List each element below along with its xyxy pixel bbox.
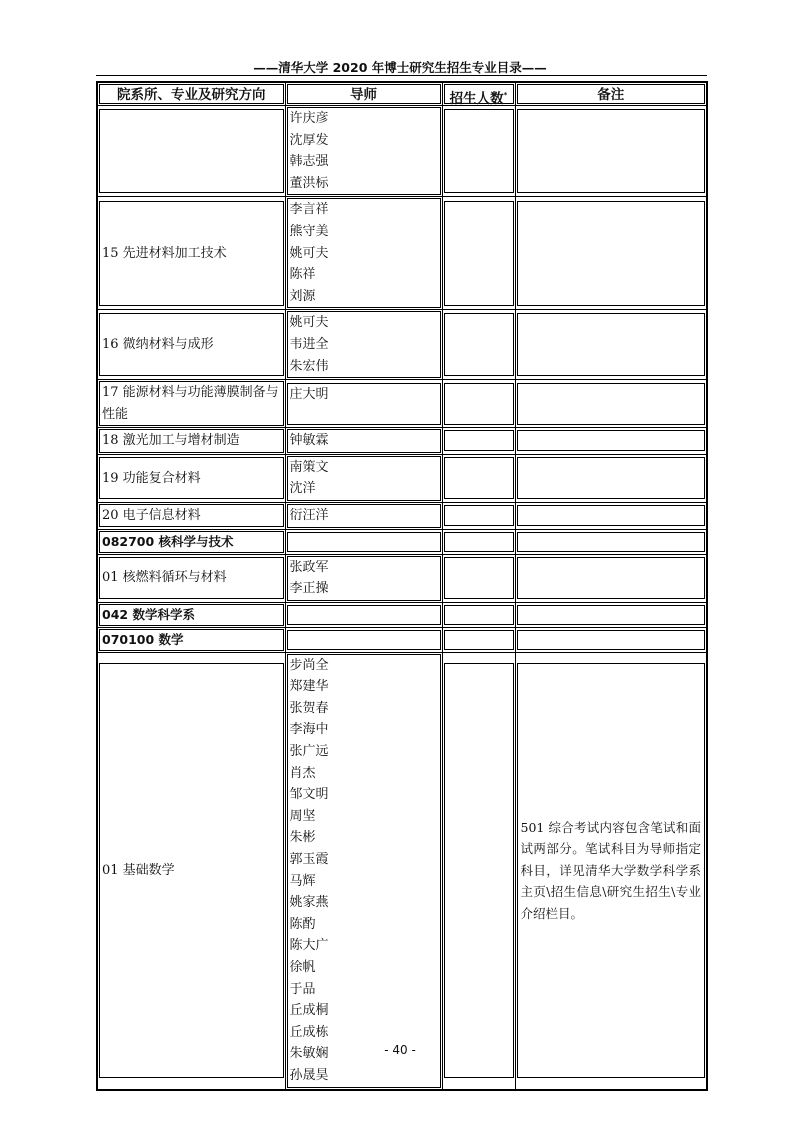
advisor-name: 马辉 [289,873,316,889]
page-number: - 40 - [384,1043,416,1057]
col-header-quota-label: 招生人数 [449,91,504,107]
program-cell [99,201,284,306]
advisor-name: 李正操 [289,581,329,597]
advisor-name: 沈洋 [289,481,316,497]
advisor-name: 刘源 [289,288,316,304]
table-row [97,197,707,310]
note-cell [517,605,706,625]
advisor-cell [287,383,441,425]
advisor-name: 熊守美 [289,223,329,239]
advisor-name: 周坚 [289,808,316,824]
advisor-name: 南策文 [289,459,329,475]
quota-cell [444,557,514,599]
advisor-name: 朱宏伟 [289,358,329,374]
advisor-cell [287,198,441,308]
quota-cell [444,630,514,650]
table-body [97,106,707,1090]
col-header-advisor: 导师 [287,84,441,104]
advisor-name: 钟敏霖 [289,433,329,449]
catalog-table [96,81,708,1091]
program-cell [99,663,284,1078]
advisor-name: 庄大明 [289,386,329,402]
note-cell [517,630,706,650]
advisor-name: 肖杰 [289,765,316,781]
research-direction: 15 先进材料加工技术 [102,245,227,261]
advisor-cell [287,107,441,195]
program-cell [99,531,284,553]
advisor-name: 朱敏娴 [289,1046,329,1062]
advisor-cell [287,429,441,453]
table-row [97,428,707,455]
advisor-name: 朱彬 [289,830,316,846]
table-row [97,529,707,554]
note-cell [517,313,706,376]
table-row [97,380,707,428]
advisor-name: 步尚全 [289,657,329,673]
quota-cell [444,457,514,499]
advisor-name: 姚家燕 [289,895,329,911]
advisor-name: 郭玉霞 [289,852,329,868]
research-direction: 01 基础数学 [102,862,175,878]
quota-cell [444,605,514,625]
program-cell [99,557,284,599]
advisor-name: 于品 [289,981,316,997]
advisor-name: 丘成桐 [289,1003,329,1019]
program-cell [99,313,284,376]
advisor-name: 郑建华 [289,679,329,695]
program-cell [99,381,284,426]
advisor-name: 董洪标 [289,175,329,191]
quota-cell [444,201,514,306]
advisor-cell [287,456,441,501]
table-row [97,627,707,652]
program-cell [99,109,284,193]
header-rule [96,75,707,76]
advisor-cell [287,504,441,528]
table-row [97,554,707,602]
advisor-name: 丘成栋 [289,1024,329,1040]
research-direction: 16 微纳材料与成形 [102,336,214,352]
quota-cell [444,505,514,526]
quota-footnote-mark: * [503,91,508,99]
advisor-name: 张政军 [289,559,329,575]
advisor-cell [287,630,441,650]
quota-cell [444,383,514,425]
research-direction: 17 能源材料与功能薄膜制备与性能 [102,385,279,422]
advisor-name: 韩志强 [289,154,329,170]
advisor-cell [287,532,441,552]
program-name: 082700 核科学与技术 [102,533,234,549]
quota-cell [444,532,514,552]
advisor-name: 孙晟昊 [289,1067,329,1083]
quota-cell [444,430,514,451]
advisor-name: 陈酌 [289,916,316,932]
table-row [97,602,707,627]
advisor-name: 姚可夫 [289,245,329,261]
advisor-name: 沈厚发 [289,132,329,148]
page-header: ——清华大学 2020 年博士研究生招生专业目录—— [253,60,547,75]
advisor-name: 邹文明 [289,787,329,803]
table-header-row [97,82,707,106]
research-direction: 19 功能复合材料 [102,470,201,486]
note-cell [517,430,706,451]
research-direction: 18 激光加工与增材制造 [102,433,240,449]
program-name: 070100 数学 [102,631,184,647]
note-cell [517,201,706,306]
research-direction: 20 电子信息材料 [102,507,201,523]
advisor-cell [287,556,441,601]
table-row [97,502,707,529]
table-row [97,106,707,197]
note-cell [517,383,706,425]
program-cell [99,629,284,651]
program-cell [99,504,284,528]
program-name: 042 数学科学系 [102,606,195,622]
advisor-name: 徐帆 [289,960,316,975]
table-row [97,454,707,502]
program-cell [99,604,284,626]
research-direction: 01 核燃料循环与材料 [102,570,227,586]
note-text: 501 综合考试内容包含笔试和面试两部分。笔试科目为导师指定科目，详见清华大学数学科学系主页\招生信息\研究生招生\专业介绍栏目。 [520,819,701,921]
advisor-name: 衍汪洋 [289,507,329,523]
quota-cell [444,663,514,1078]
advisor-name: 陈祥 [289,267,316,283]
col-header-dept: 院系所、专业及研究方向 [99,84,284,104]
advisor-name: 张广远 [289,744,329,760]
advisor-cell [287,654,441,1088]
advisor-name: 张贺春 [289,700,329,716]
note-cell [517,532,706,552]
advisor-name: 韦进全 [289,336,329,352]
note-cell [517,663,706,1078]
advisor-cell [287,311,441,378]
note-cell [517,109,706,193]
advisor-name: 李言祥 [289,202,329,218]
advisor-cell [287,605,441,625]
col-header-quota [444,84,514,107]
advisor-name: 许庆彦 [289,111,329,126]
advisor-name: 陈大广 [289,938,329,954]
quota-cell [444,109,514,193]
program-cell [99,457,284,499]
note-cell [517,457,706,499]
program-cell [99,429,284,453]
note-cell [517,505,706,526]
quota-cell [444,313,514,376]
advisor-name: 李海中 [289,722,329,738]
table-row [97,652,707,1089]
col-header-note: 备注 [517,84,706,104]
note-cell [517,557,706,599]
table-row [97,310,707,380]
advisor-name: 姚可夫 [289,315,329,331]
